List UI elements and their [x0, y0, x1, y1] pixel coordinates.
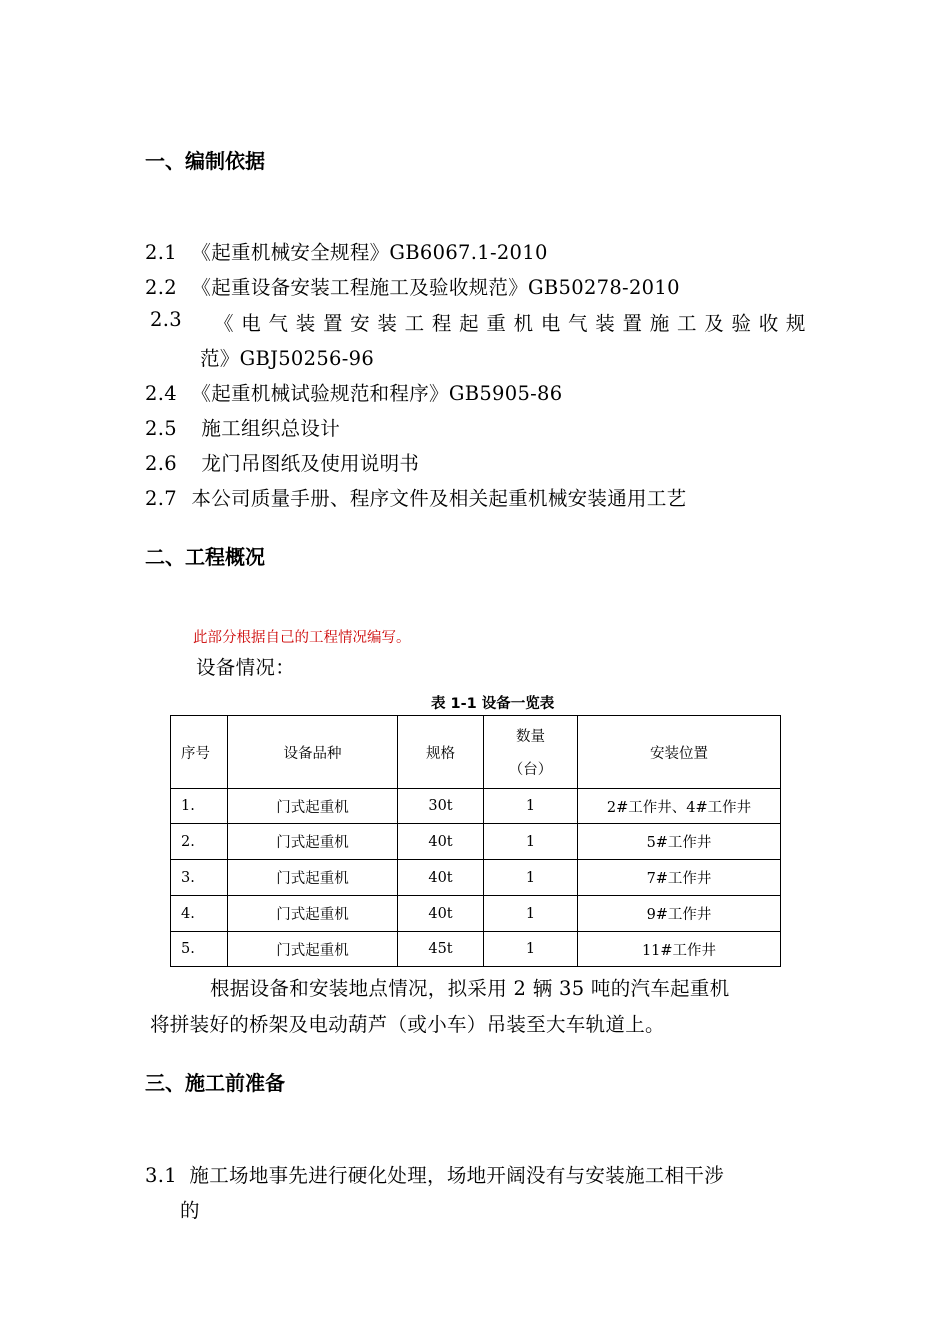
cell-qty: 1 — [484, 824, 578, 860]
equipment-table — [170, 715, 781, 967]
method-paragraph-line2: 将拼装好的桥架及电动葫芦（或小车）吊装至大车轨道上。 — [150, 1013, 665, 1036]
table-row — [171, 789, 781, 824]
char: 电 — [540, 312, 561, 335]
char: 电 — [241, 312, 262, 335]
basis-item-2-1 — [145, 237, 548, 265]
table-row — [171, 932, 781, 967]
basis-item-2-2 — [145, 272, 680, 300]
basis-item-text: 《起重机械试验规范和程序》GB5905-86 — [191, 382, 563, 405]
cell-seq: 3. — [171, 860, 228, 896]
section-heading-basis: 一、编制依据 — [145, 149, 265, 173]
cell-seq: 1. — [171, 789, 228, 824]
cell-seq: 5. — [171, 932, 228, 967]
header-qty-line1: 数量 — [516, 729, 545, 745]
equipment-label: 设备情况： — [196, 656, 296, 679]
basis-item-2-3-line1 — [214, 308, 806, 336]
cell-qty: 1 — [484, 932, 578, 967]
char: 验 — [731, 312, 752, 335]
cell-qty: 1 — [484, 860, 578, 896]
basis-item-text: 《起重机械安全规程》GB6067.1-2010 — [191, 241, 548, 264]
basis-item-2-3-number: 2.3 — [150, 308, 182, 331]
char: 置 — [622, 312, 643, 335]
char: 及 — [704, 312, 725, 335]
cell-seq: 4. — [171, 896, 228, 932]
char: 起 — [459, 312, 479, 335]
char: 工 — [676, 312, 697, 335]
table-row — [171, 896, 781, 932]
header-qty-line2: （台） — [508, 762, 553, 778]
header-location: 安装位置 — [578, 716, 781, 789]
basis-item-number: 2.2 — [145, 276, 177, 299]
prep-item-text: 施工场地事先进行硬化处理，场地开阔没有与安装施工相干涉 — [189, 1164, 725, 1187]
basis-item-text: 《起重设备安装工程施工及验收规范》GB50278-2010 — [191, 276, 680, 299]
prep-item-number: 3.1 — [145, 1164, 177, 1187]
cell-spec: 40t — [398, 824, 484, 860]
cell-type: 门式起重机 — [228, 860, 398, 896]
basis-item-text: 施工组织总设计 — [201, 417, 341, 440]
char: 重 — [486, 312, 507, 335]
cell-spec: 40t — [398, 896, 484, 932]
char: 装 — [377, 312, 398, 335]
basis-item-2-7 — [145, 483, 686, 511]
char: 装 — [295, 312, 316, 335]
char: 工 — [404, 312, 425, 335]
cell-location: 9#工作井 — [578, 896, 781, 932]
cell-type: 门式起重机 — [228, 824, 398, 860]
cell-spec: 45t — [398, 932, 484, 967]
basis-item-number: 2.1 — [145, 241, 177, 264]
cell-qty: 1 — [484, 896, 578, 932]
char: 气 — [268, 312, 289, 335]
cell-type: 门式起重机 — [228, 896, 398, 932]
char: 收 — [758, 312, 779, 335]
cell-location: 5#工作井 — [578, 824, 781, 860]
basis-item-number: 2.5 — [145, 417, 177, 440]
cell-type: 门式起重机 — [228, 789, 398, 824]
basis-item-2-4 — [145, 378, 562, 406]
basis-item-2-3-line2: 范》GBJ50256-96 — [200, 347, 375, 370]
table-caption: 表 1-1 设备一览表 — [431, 696, 555, 712]
cell-spec: 30t — [398, 789, 484, 824]
header-seq: 序号 — [171, 716, 228, 789]
prep-item-3-1-line1 — [145, 1160, 724, 1188]
basis-item-2-6 — [145, 448, 419, 476]
char: 规 — [785, 312, 806, 335]
header-spec: 规格 — [398, 716, 484, 789]
section-heading-preparation: 三、施工前准备 — [145, 1071, 285, 1095]
char: 安 — [350, 312, 370, 335]
method-paragraph-line1: 根据设备和安装地点情况，拟采用 2 辆 35 吨的汽车起重机 — [210, 977, 730, 1000]
char: 机 — [513, 312, 534, 335]
basis-item-number: 2.4 — [145, 382, 177, 405]
basis-item-text: 龙门吊图纸及使用说明书 — [201, 452, 420, 475]
editor-note: 此部分根据自己的工程情况编写。 — [193, 630, 411, 646]
basis-item-number: 2.7 — [145, 487, 177, 510]
cell-location: 2#工作井、4#工作井 — [578, 789, 781, 824]
basis-item-text: 本公司质量手册、程序文件及相关起重机械安装通用工艺 — [191, 487, 687, 510]
char: 程 — [431, 312, 452, 335]
cell-seq: 2. — [171, 824, 228, 860]
table-header-row — [171, 716, 781, 789]
char: 置 — [322, 312, 343, 335]
table-row — [171, 860, 781, 896]
char: 施 — [649, 312, 670, 335]
table-row — [171, 824, 781, 860]
basis-item-2-5 — [145, 413, 340, 441]
cell-spec: 40t — [398, 860, 484, 896]
char: 气 — [568, 312, 588, 335]
basis-item-number: 2.6 — [145, 452, 177, 475]
cell-location: 7#工作井 — [578, 860, 781, 896]
char: 装 — [595, 312, 616, 335]
header-qty — [484, 716, 578, 789]
cell-location: 11#工作井 — [578, 932, 781, 967]
cell-qty: 1 — [484, 789, 578, 824]
cell-type: 门式起重机 — [228, 932, 398, 967]
char: 《 — [214, 312, 234, 335]
header-type: 设备品种 — [228, 716, 398, 789]
section-heading-overview: 二、工程概况 — [145, 545, 265, 569]
prep-item-3-1-line2: 的 — [180, 1199, 200, 1222]
